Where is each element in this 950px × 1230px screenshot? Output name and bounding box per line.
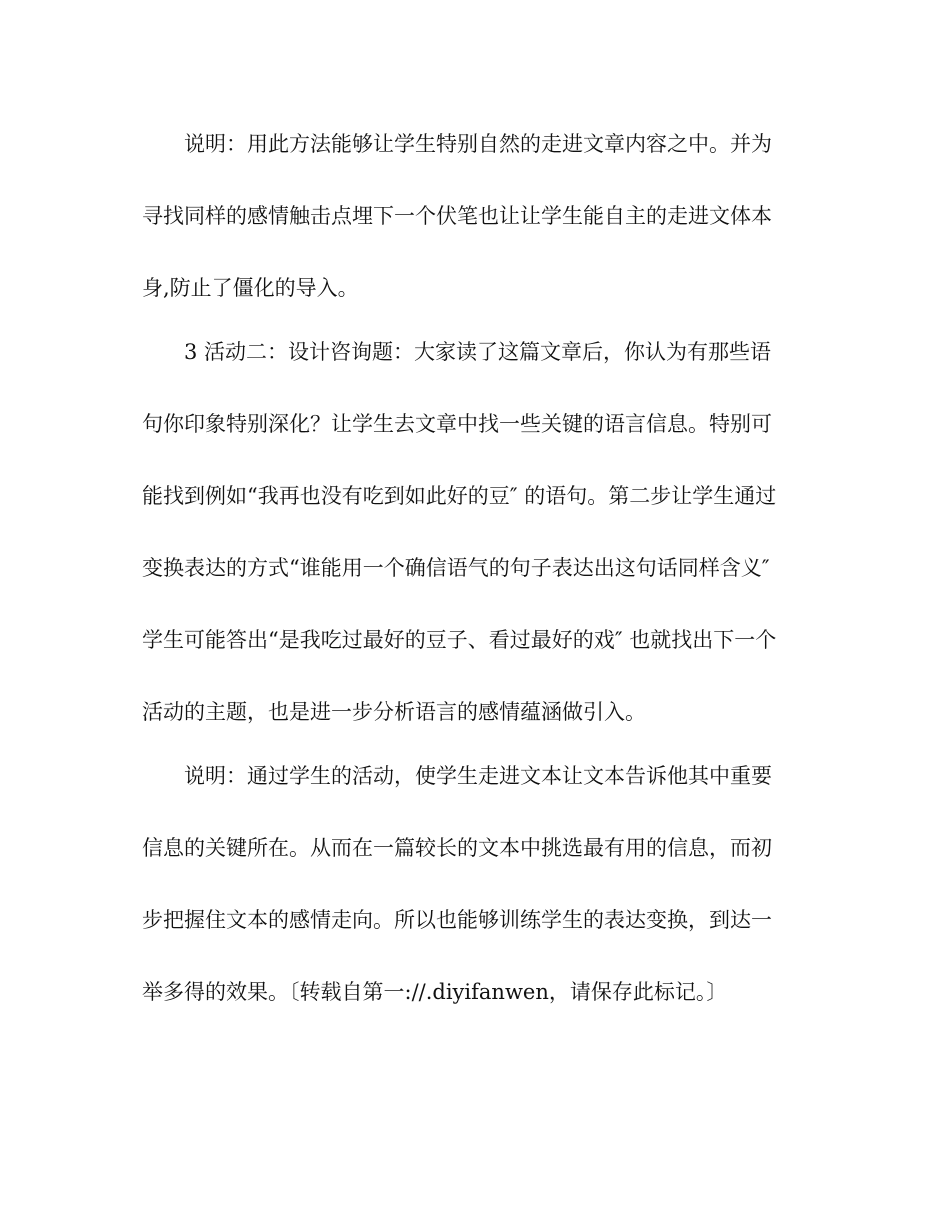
paragraph-2-line-1: 3 活动二：设计咨询题：大家读了这篇文章后，你认为有那些语	[184, 340, 772, 364]
paragraph-1-line-3: 身,防止了僵化的导入。	[142, 276, 359, 300]
paragraph-2-line-2: 句你印象特别深化？让学生去文章中找一些关键的语言信息。特别可	[142, 412, 772, 436]
paragraph-3-line-4: 举多得的效果。〔转载自第一://.diyifanwen，请保存此标记。〕	[142, 980, 728, 1004]
paragraph-3-line-1: 说明：通过学生的活动，使学生走进文本让文本告诉他其中重要	[184, 764, 772, 788]
paragraph-1-line-2: 寻找同样的感情触击点埋下一个伏笔也让让学生能自主的走进文体本	[142, 204, 772, 228]
paragraph-2-line-5: 学生可能答出“是我吃过最好的豆子、看过最好的戏″ 也就找出下一个	[142, 628, 777, 652]
paragraph-2-line-6: 活动的主题，也是进一步分析语言的感情蕴涵做引入。	[142, 700, 646, 724]
paragraph-3-line-2: 信息的关键所在。从而在一篇较长的文本中挑选最有用的信息，而初	[142, 836, 772, 860]
paragraph-3-line-3: 步把握住文本的感情走向。所以也能够训练学生的表达变换，到达一	[142, 908, 772, 932]
paragraph-2-line-4: 变换表达的方式“谁能用一个确信语气的句子表达出这句话同样含义″	[142, 556, 770, 580]
paragraph-1-line-1: 说明：用此方法能够让学生特别自然的走进文章内容之中。并为	[184, 132, 772, 156]
paragraph-2-line-3: 能找到例如“我再也没有吃到如此好的豆″ 的语句。第二步让学生通过	[142, 484, 777, 508]
